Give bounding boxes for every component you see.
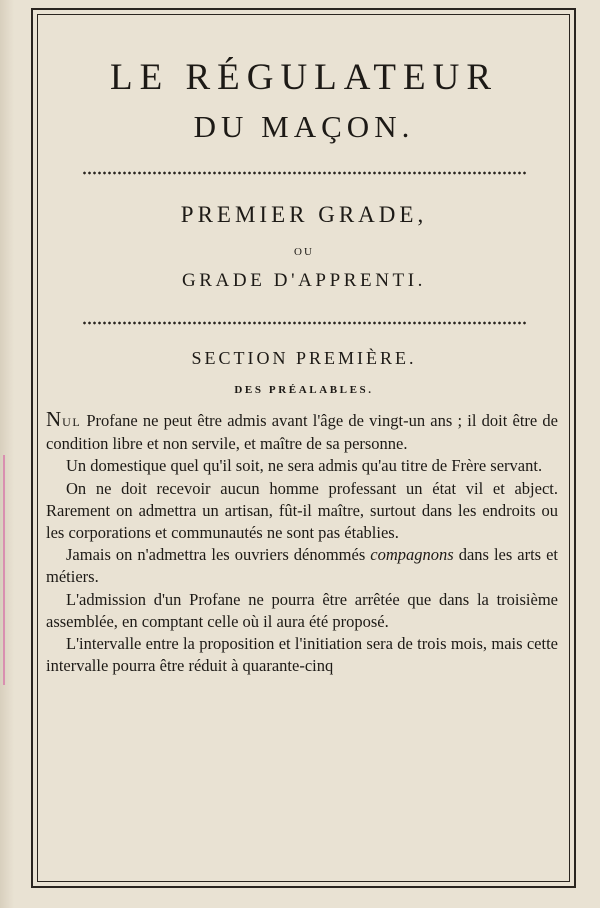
- paragraph: On ne doit recevoir aucun homme professant un état vil et abject. Rarement on admettra un artisan, fût-il maître, surtout dans les endroits ou les corporations et communautés ne sont pas établies.: [46, 478, 558, 543]
- paragraph: [46, 544, 558, 588]
- paragraph-text: dans les arts et métiers.: [46, 545, 559, 587]
- paragraph: L'admission d'un Profane ne pourra être arrêtée que dans la troisième assemblée, en comptant celle où il aura été proposé.: [46, 589, 558, 631]
- paragraph: L'intervalle entre la proposition et l'initiation sera de trois mois, mais cette intervalle pourra être réduit à quarante-cinq: [46, 634, 558, 676]
- section-subtitle: DES PRÉALABLES.: [234, 384, 374, 396]
- paragraph: [46, 408, 558, 455]
- margin-pink-mark: [3, 455, 5, 685]
- dotted-divider: [82, 170, 526, 176]
- grade-heading: PREMIER GRADE,: [180, 202, 428, 227]
- small-caps-text: UL: [62, 415, 82, 429]
- italic-term: compagnons: [370, 545, 454, 565]
- book-subtitle: DU MAÇON.: [193, 109, 415, 144]
- section-title: SECTION PREMIÈRE.: [191, 348, 417, 368]
- body-text: [44, 408, 564, 677]
- drop-cap: N: [46, 407, 63, 431]
- dotted-divider: [82, 320, 526, 326]
- page-edge-shadow: [0, 0, 14, 908]
- paragraph-text: Jamais on n'admettra les ouvriers dénommés: [66, 545, 371, 565]
- grade-connector: OU: [294, 246, 314, 258]
- book-title: LE RÉGULATEUR: [110, 57, 498, 98]
- paragraph: Un domestique quel qu'il soit, ne sera admis qu'au titre de Frère servant.: [66, 456, 543, 476]
- page-content: [44, 14, 564, 677]
- grade-subheading: GRADE D'APPRENTI.: [181, 270, 427, 291]
- paragraph-text: Profane ne peut être admis avant l'âge de vingt-un ans ; il doit être de condition libre et non servile, et maître de sa personne.: [46, 411, 558, 454]
